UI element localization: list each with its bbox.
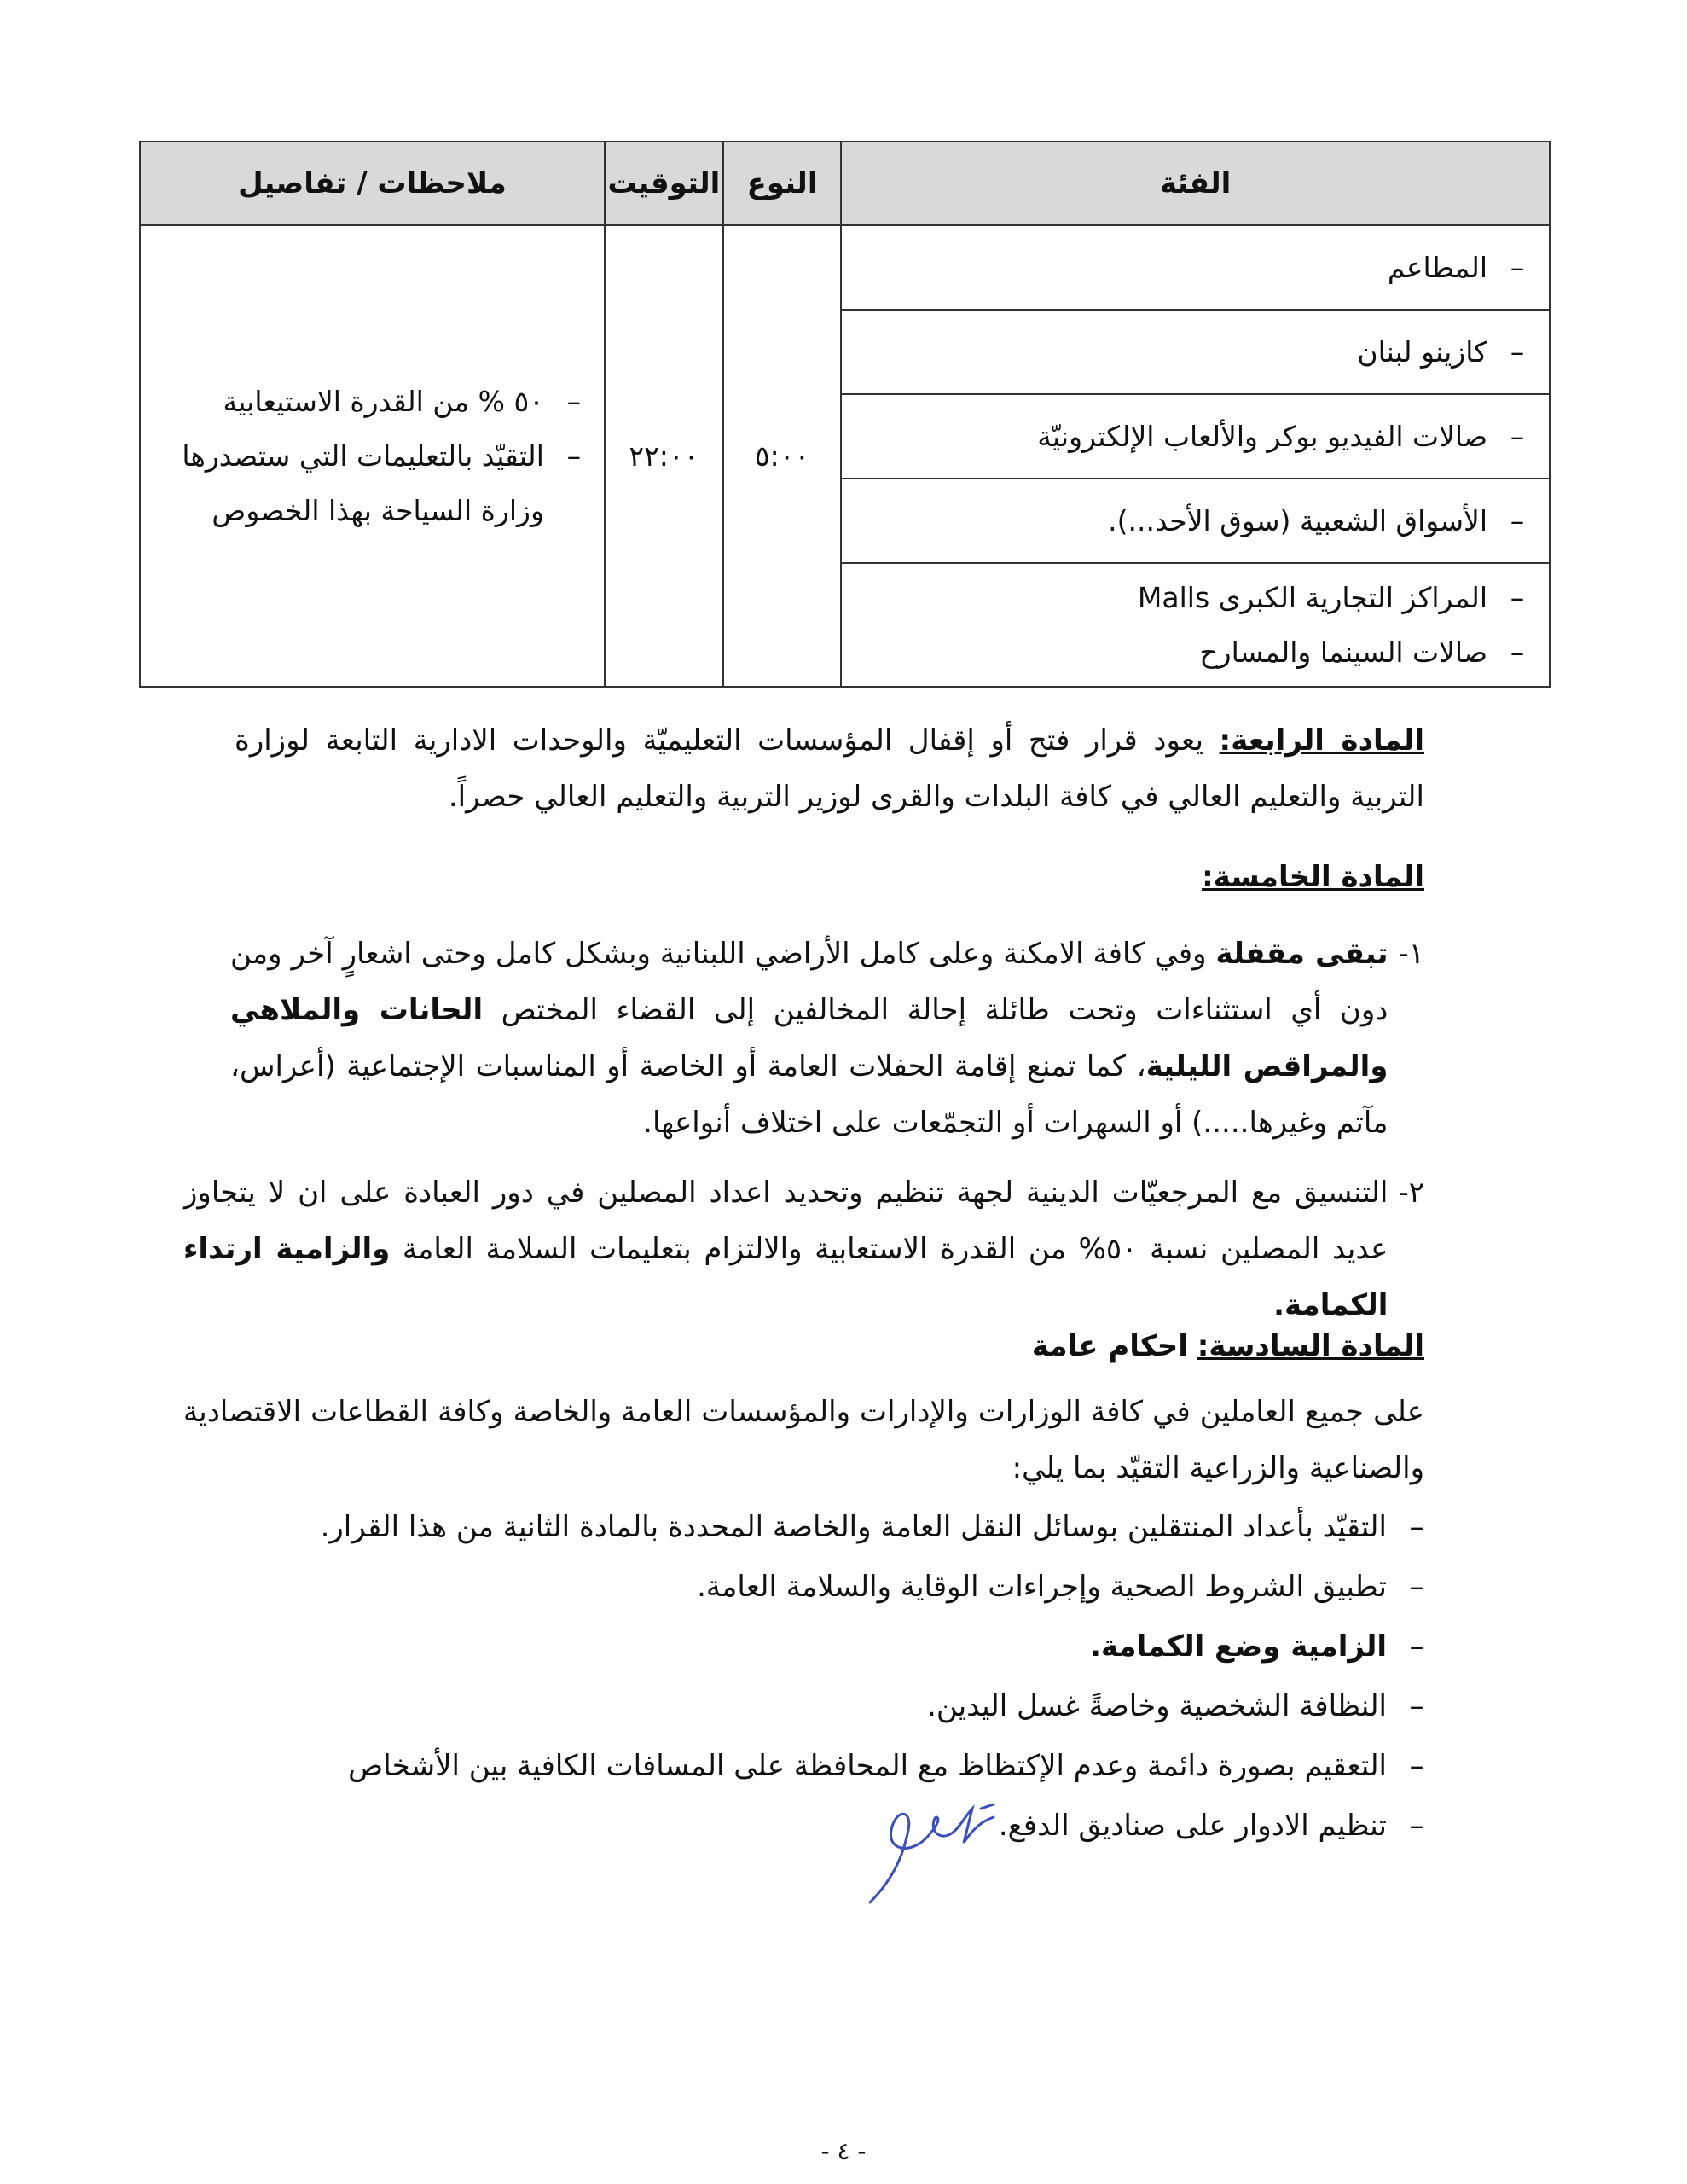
category-cell <box>841 310 1550 394</box>
category-cinemas: صالات السينما والمسارح <box>1199 635 1487 669</box>
category-casino: كازينو لبنان <box>1357 334 1487 369</box>
type-cell: ٥:٠٠ <box>723 225 841 687</box>
dash-marker: – <box>1409 1510 1424 1544</box>
category-cell <box>841 479 1550 563</box>
list-item <box>256 1557 1424 1617</box>
category-cell <box>841 563 1550 687</box>
item-1-text-b: ، كما تمنع إقامة الحفلات العامة أو الخاصة أو المناسبات الإجتماعية (أعراس، مآتم وغيرها.....) أو السهرات أو التجمّعات على اختلاف أنواعها. <box>230 1049 1388 1140</box>
article-5-item-1 <box>230 926 1424 1151</box>
item-2-bold: والزامية ارتداء الكمامة. <box>183 1232 1388 1322</box>
article-6-heading: المادة السادسة: <box>1197 1329 1424 1363</box>
article-5-item-2 <box>183 1165 1424 1333</box>
dash-marker: – <box>1510 419 1525 453</box>
article-6-heading-suffix: احكام عامة <box>1031 1329 1188 1363</box>
bullet-text: تطبيق الشروط الصحية وإجراءات الوقاية والسلامة العامة. <box>697 1570 1387 1604</box>
bullet-text-bold: الزامية وضع الكمامة. <box>1089 1629 1387 1664</box>
dash-marker: – <box>1510 635 1525 669</box>
dash-marker: – <box>1409 1629 1424 1664</box>
note-capacity: ٥٠ % من القدرة الاستيعابية <box>223 384 544 418</box>
article-6-intro: على جميع العاملين في كافة الوزارات والإدارات والمؤسسات العامة والخاصة وكافة القطاعات الاقتصادية والصناعية والزراعية التقيّد بما يلي: <box>183 1395 1424 1485</box>
timing-cell: ٢٢:٠٠ <box>605 225 723 687</box>
dash-marker: – <box>1409 1689 1424 1723</box>
bullet-text: تنظيم الادوار على صناديق الدفع. <box>998 1809 1387 1843</box>
header-category: الفئة <box>841 142 1550 225</box>
article-4 <box>235 712 1424 825</box>
list-item <box>256 1736 1424 1796</box>
dash-marker: – <box>566 439 582 473</box>
table-header-row <box>140 142 1550 225</box>
dash-marker: – <box>1409 1570 1424 1604</box>
category-cell <box>841 394 1550 479</box>
dash-marker: – <box>1510 580 1525 614</box>
signature-stroke <box>870 1804 994 1902</box>
item-1-bold-b: الحانات والملاهي والمراقص الليلية <box>230 993 1388 1083</box>
category-malls: المراكز التجارية الكبرى Malls <box>1137 580 1487 614</box>
header-notes: ملاحظات / تفاصيل <box>140 142 605 225</box>
note-instructions-cont: وزارة السياحة بهذا الخصوص <box>212 493 544 527</box>
item-1-text-a: وفي كافة الامكنة وعلى كامل الأراضي اللبنانية وبشكل كامل وحتى اشعارٍ آخر ومن دون أي استثناءات وتحت طائلة إحالة المخالفين إلى القضاء المختص <box>230 937 1388 1027</box>
signature-icon <box>844 1783 1015 1911</box>
note-instructions: التقيّد بالتعليمات التي ستصدرها <box>182 439 544 473</box>
table-row <box>140 225 1550 310</box>
article-6-heading-block <box>235 1318 1424 1374</box>
list-item <box>256 1676 1424 1736</box>
dash-marker: – <box>1409 1809 1424 1843</box>
dash-marker: – <box>1510 503 1525 537</box>
bullet-text: التقيّد بأعداد المنتقلين بوسائل النقل العامة والخاصة المحددة بالمادة الثانية من هذا القرار. <box>320 1510 1387 1544</box>
dash-marker: – <box>1409 1749 1424 1783</box>
dash-marker: – <box>566 384 582 418</box>
list-item <box>256 1617 1424 1676</box>
dash-marker: – <box>1510 250 1525 284</box>
article-4-heading: المادة الرابعة: <box>1219 723 1424 758</box>
header-timing: التوقيت <box>605 142 723 225</box>
bullet-text: التعقيم بصورة دائمة وعدم الإكتظاظ مع المحافظة على المسافات الكافية بين الأشخاص <box>348 1749 1387 1783</box>
list-item <box>256 1497 1424 1557</box>
article-4-text: يعود قرار فتح أو إقفال المؤسسات التعليميّة والوحدات الادارية التابعة لوزارة التربية والتعليم العالي في كافة البلدات والقرى لوزير التربية والتعليم العالي حصراً. <box>235 723 1424 814</box>
category-video-poker: صالات الفيديو بوكر والألعاب الإلكترونيّة <box>1037 419 1487 453</box>
schedule-table <box>139 141 1551 688</box>
article-5-heading: المادة الخامسة: <box>1202 860 1424 894</box>
dash-marker: – <box>1510 334 1525 369</box>
page-number: - ٤ - <box>820 2137 867 2165</box>
notes-cell <box>140 225 605 687</box>
item-2-text: التنسيق مع المرجعيّات الدينية لجهة تنظيم وتحديد اعداد المصلين في دور العبادة على ان لا يتجاوز عديد المصلين نسبة ٥٠% من القدرة الاستعابية والالتزام بتعليمات السلامة العامة <box>183 1176 1388 1266</box>
bullet-text: النظافة الشخصية وخاصةً غسل اليدين. <box>927 1689 1387 1723</box>
header-type: النوع <box>723 142 841 225</box>
article-5-heading-block <box>235 849 1424 905</box>
item-1-bold-a: تبقى مقفلة <box>1215 937 1388 971</box>
item-number: ٢- <box>1398 1176 1424 1210</box>
category-markets: الأسواق الشعبية (سوق الأحد...). <box>1108 503 1487 537</box>
item-number: ١- <box>1398 937 1424 971</box>
category-restaurants: المطاعم <box>1387 250 1487 284</box>
list-item <box>256 1796 1424 1856</box>
category-cell <box>841 225 1550 310</box>
article-6-bullets <box>256 1497 1424 1856</box>
